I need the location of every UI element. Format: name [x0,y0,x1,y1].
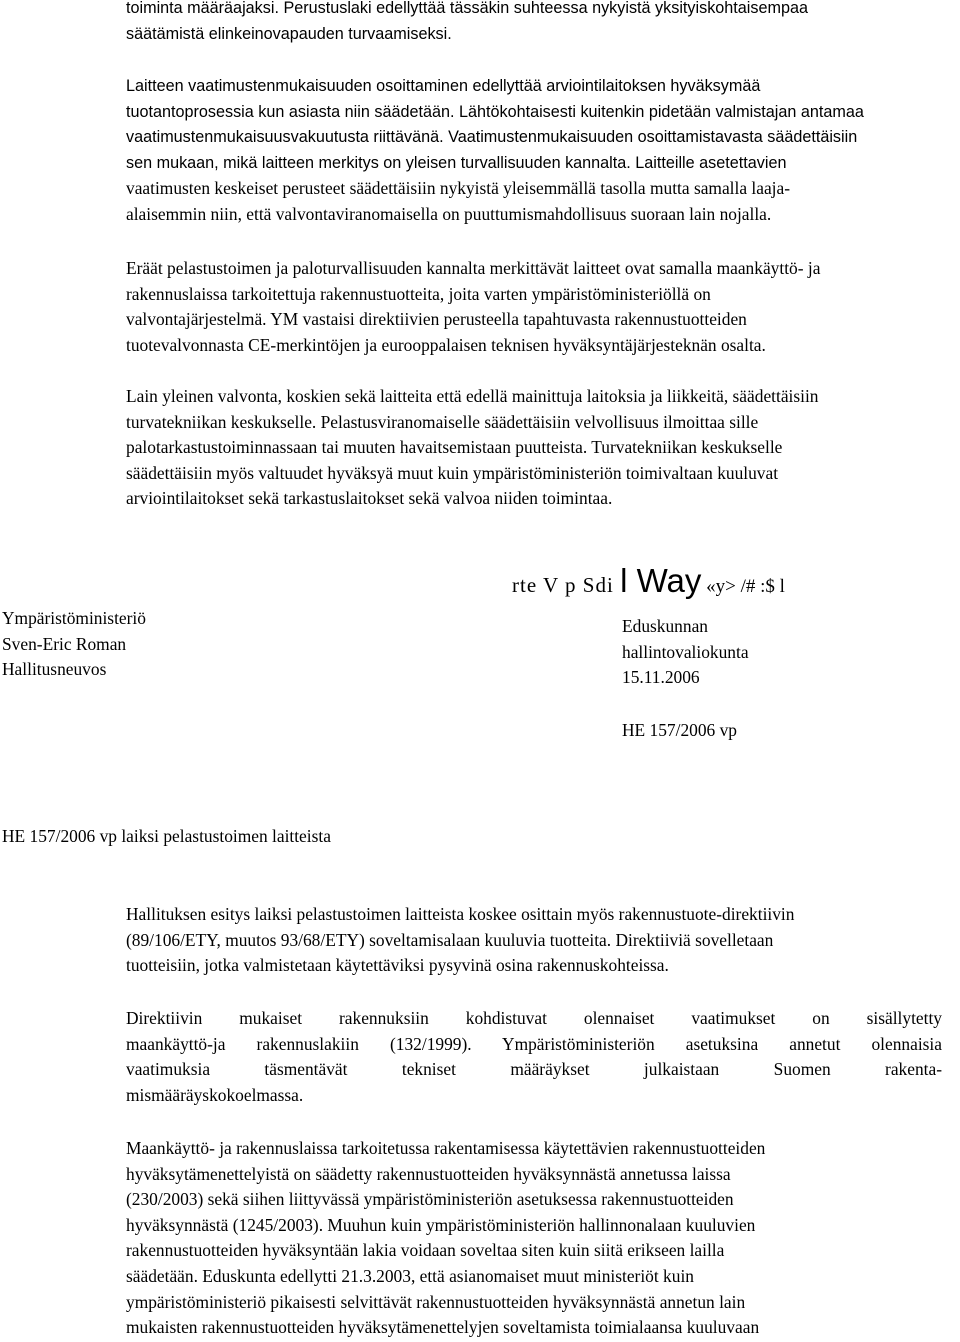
paragraph-supervision [126,384,942,512]
sender-block [2,606,146,683]
sender-title: Hallitusneuvos [2,659,107,680]
text-line: rakennuslaissa tarkoitettuja rakennustuotteita, joita varten ympäristöministeriöllä on [126,283,711,304]
text-line: Hallituksen esitys laiksi pelastustoimen laitteista koskee osittain myös rakennustuote-direktiivin [126,904,795,924]
text-line: Maankäyttö- ja rakennuslaissa tarkoitetussa rakentamisessa käytettävien rakennustuotteiden [126,1138,766,1158]
sender-organization: Ympäristöministeriö [2,608,146,628]
recipient-block [622,614,749,691]
text-line: mukaisten rakennustuotteiden hyväksytämenettelyjen soveltamista toimialaansa kuuluvaan [126,1317,760,1338]
scribble-part: «y> /# :$ l [701,576,785,597]
text-line: tuotantoprosessia kun asiasta niin säädetään. Lähtökohtaisesti kuitenkin pidetään valmistajan antamaa [126,102,864,121]
text-line: hyväksynnästä (1245/2003). Muuhun kuin ympäristöministeriön hallinnonalaan kuuluvien [126,1214,756,1235]
text-line: hyväksytämenettelyistä on säädetty rakennustuotteiden hyväksynnästä annetussa laissa [126,1163,731,1184]
paragraph-directive-scope [126,902,942,979]
text-line: maankäyttö-ja rakennuslakiin (132/1999). Ympäristöministeriön asetuksina annetut olennaisia [126,1033,942,1054]
text-line: säädettäisiin myös valtuudet hyväksyä muut kuin ympäristöministeriön toimivaltaan kuuluvat [126,462,779,483]
paragraph-approval-procedures [126,1136,942,1341]
text-line: rakennustuotteiden hyväksyntään lakia voidaan soveltaa siten kuin siitä erikseen lailla [126,1240,725,1261]
text-line: palotarkastustoiminnassaan tai muuten havaitsemistaan puutteista. Turvatekniikan keskukselle [126,437,783,458]
text-line: (230/2003) sekä siihen liittyvässä ympäristöministeriön asetuksessa rakennustuotteiden [126,1189,734,1210]
text-line: ympäristöministeriö pikaisesti selvittävät rakennustuotteiden hyväksynnästä annetun lain [126,1291,746,1312]
text-line: arviointilaitokset sekä tarkastuslaitokset sekä valvoa niiden toimintaa. [126,488,613,509]
text-line: vaatimustenmukaisuusvakuutusta riittävänä. Vaatimustenmukaisuuden osoittamistavasta säädettäisiin [126,128,858,147]
text-line: vaatimusten keskeiset perusteet säädettäisiin nykyistä yleisemmällä tasolla mutta samalla laaja- [126,178,791,199]
text-line: säätämistä elinkeinovapauden turvaamiseksi. [126,24,452,43]
text-line: mismääräyskokoelmassa. [126,1084,304,1105]
text-line: (89/106/ETY, muutos 93/68/ETY) soveltamisalaan kuuluvia tuotteita. Direktiiviä sovelletaan [126,929,774,950]
text-line: Direktiivin mukaiset rakennuksiin kohdistuvat olennaiset vaatimukset on sisällytetty [126,1008,942,1028]
paragraph-conformity [126,74,942,228]
sender-name: Sven-Eric Roman [2,633,127,654]
text-line: turvatekniikan keskukselle. Pelastusviranomaiselle säädettäisiin velvollisuus ilmoittaa sille [126,411,759,432]
text-line: säädetään. Eduskunta edellytti 21.3.2003, että asianomaiset muut ministeriöt kuin [126,1265,694,1286]
text-line: valvontajärjestelmä. YM vastaisi direktiivien perusteella tapahtuvasta rakennustuotteiden [126,309,747,330]
text-line: Eräät pelastustoimen ja paloturvallisuuden kannalta merkittävät laitteet ovat samalla maankäyttö- ja [126,258,821,278]
text-line: vaatimuksia täsmentävät tekniset määräykset julkaistaan Suomen rakenta- [126,1059,942,1080]
paragraph-essential-requirements [126,1006,942,1108]
scribble-part: l Way [620,562,702,599]
header-scribble [512,562,785,600]
document-date: 15.11.2006 [622,667,700,688]
text-line: tuotevalvonnasta CE-merkintöjen ja eurooppalaisen teknisen hyväksyntäjärjesteknän osalta. [126,334,766,355]
paragraph-intro [126,0,942,47]
text-line: Laitteen vaatimustenmukaisuuden osoittaminen edellyttää arviointilaitoksen hyväksymää [126,77,761,95]
paragraph-building-products [126,256,942,358]
text-line: toiminta määräajaksi. Perustuslaki edellyttää tässäkin suhteessa nykyistä yksityiskohtaisempaa [126,0,808,17]
text-line: sen mukaan, mikä laitteen merkitys on yleisen turvallisuuden kannalta. Laitteille asetettavien [126,153,787,172]
document-heading: HE 157/2006 vp laiksi pelastustoimen laitteista [2,826,331,846]
scribble-part: rte V p Sdi [512,573,621,597]
text-line: tuotteisiin, jotka valmistetaan käytettäviksi pysyvinä osina rakennuskohteissa. [126,955,669,976]
recipient-committee: hallintovaliokunta [622,641,749,662]
text-line: alaisemmin niin, että valvontaviranomaisella on puuttumismahdollisuus suoraan lain nojalla. [126,203,772,224]
text-line: Lain yleinen valvonta, koskien sekä laitteita että edellä mainittuja laitoksia ja liikkeitä, säädettäisiin [126,386,819,406]
reference-number: HE 157/2006 vp [622,720,737,740]
recipient-organization: Eduskunnan [622,616,708,636]
